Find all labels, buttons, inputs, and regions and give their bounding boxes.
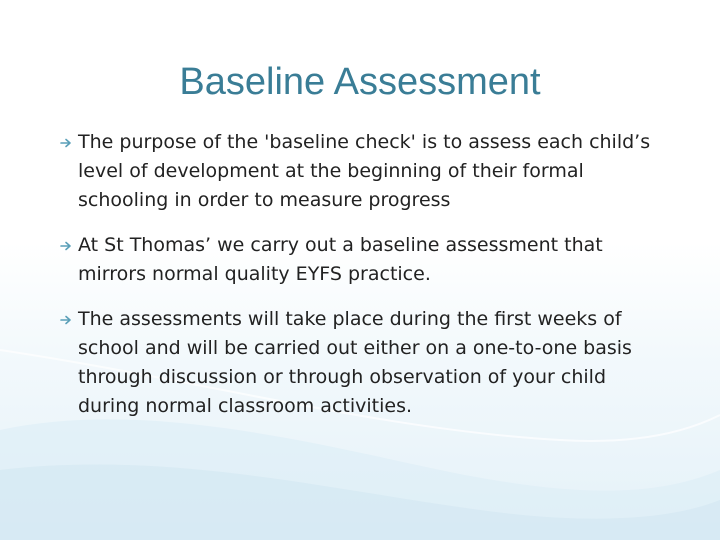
bullet-item — [60, 231, 670, 289]
arrow-icon — [60, 315, 74, 325]
arrow-icon — [60, 138, 74, 148]
slide-title: Baseline Assessment — [179, 61, 541, 103]
bullet-item — [60, 128, 670, 215]
bullet-text: The purpose of the 'baseline check' is to assess each child’s level of development at the beginning of their formal schooling in order to measure progress — [78, 131, 651, 211]
bullet-text: The assessments will take place during the first weeks of school and will be carried out either on a one-to-one basis through discussion or through observation of your child during normal classroom activities. — [78, 308, 632, 417]
bullet-list — [60, 128, 670, 437]
arrow-icon — [60, 241, 74, 251]
bullet-item — [60, 305, 670, 421]
bullet-text: At St Thomas’ we carry out a baseline assessment that mirrors normal quality EYFS practice. — [78, 234, 603, 285]
